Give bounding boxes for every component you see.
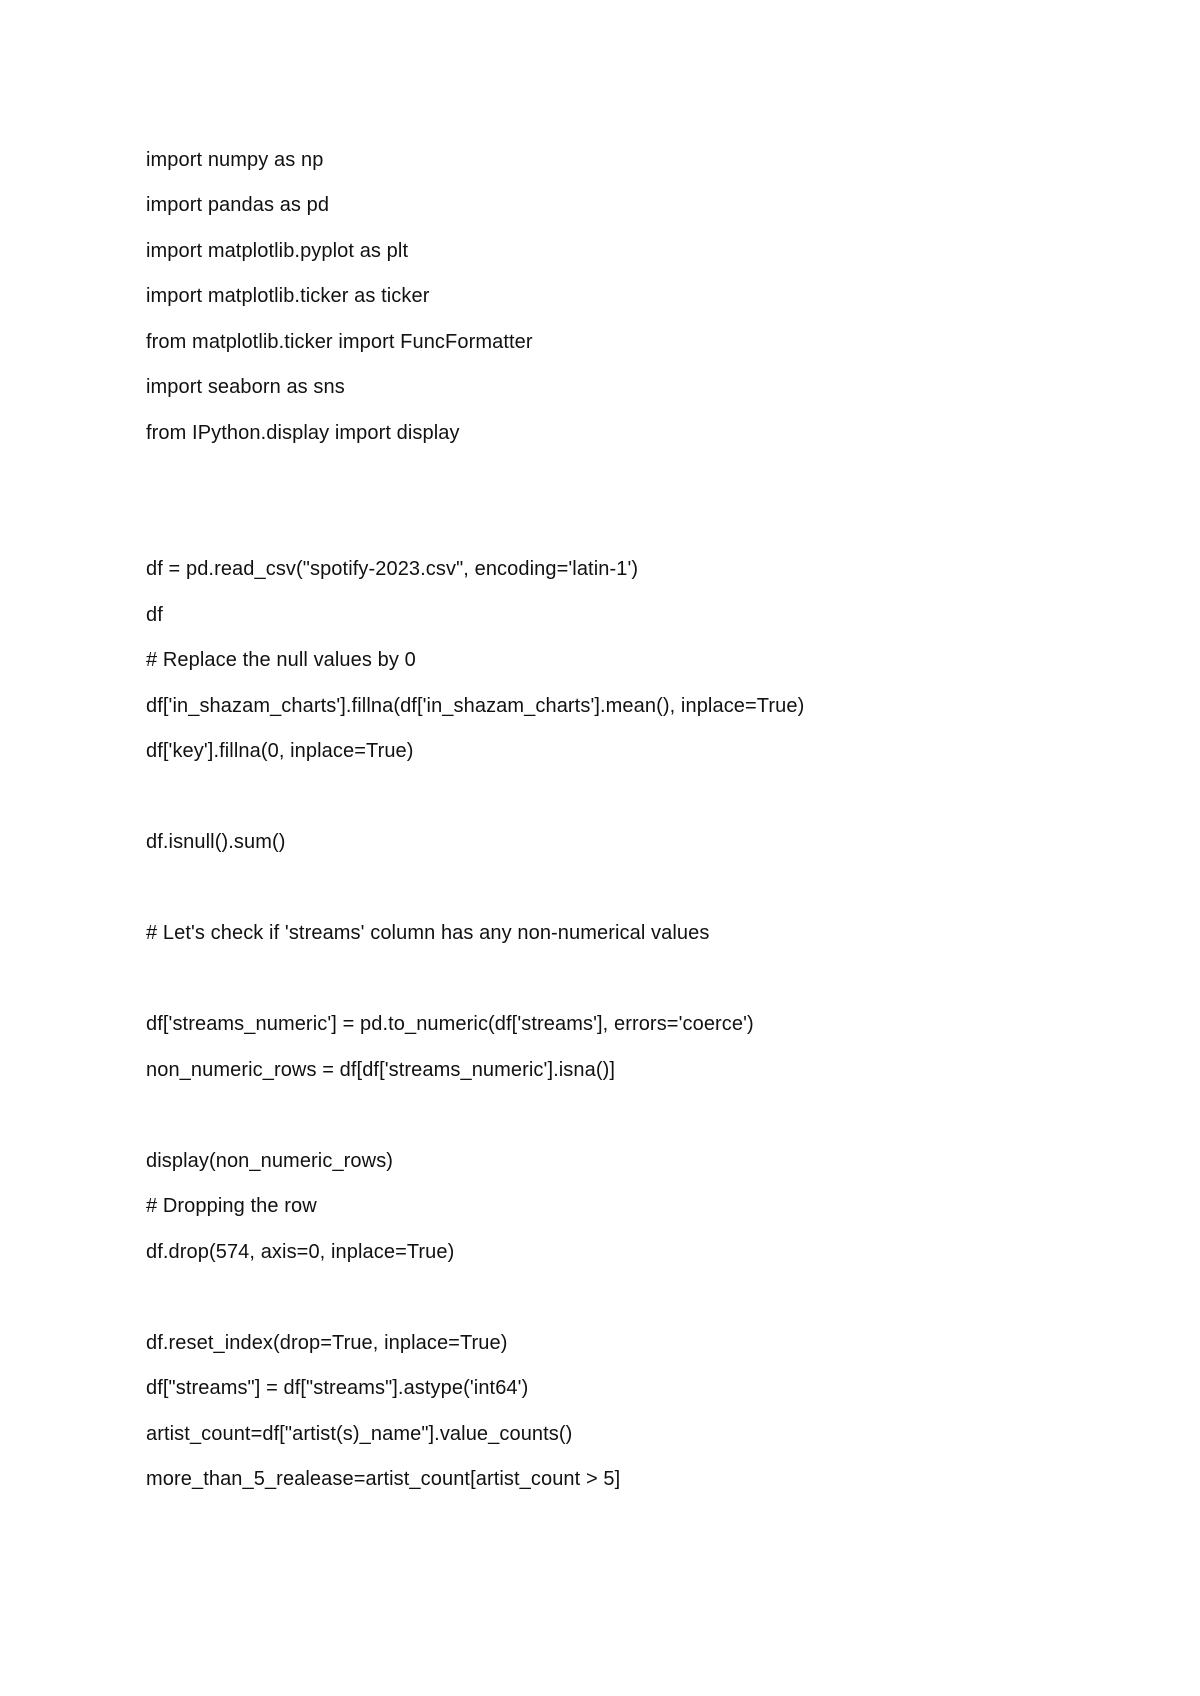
code-line: df["streams"] = df["streams"].astype('int64') — [146, 1377, 529, 1399]
code-line: df — [146, 604, 163, 626]
code-line: from matplotlib.ticker import FuncFormatter — [146, 331, 533, 353]
code-line: import matplotlib.ticker as ticker — [146, 285, 430, 307]
code-line: import seaborn as sns — [146, 376, 345, 398]
code-line: df['streams_numeric'] = pd.to_numeric(df['streams'], errors='coerce') — [146, 1013, 754, 1035]
code-line: artist_count=df["artist(s)_name"].value_counts() — [146, 1423, 573, 1445]
code-line: df = pd.read_csv("spotify-2023.csv", encoding='latin-1') — [146, 558, 639, 580]
code-line: df['key'].fillna(0, inplace=True) — [146, 740, 414, 762]
code-line: df.drop(574, axis=0, inplace=True) — [146, 1241, 455, 1263]
code-line: import pandas as pd — [146, 194, 330, 216]
code-line: df.isnull().sum() — [146, 831, 286, 853]
code-line: import numpy as np — [146, 149, 324, 171]
code-line: df['in_shazam_charts'].fillna(df['in_shazam_charts'].mean(), inplace=True) — [146, 695, 805, 717]
code-line: import matplotlib.pyplot as plt — [146, 240, 409, 262]
code-comment: # Replace the null values by 0 — [146, 649, 416, 671]
code-line: display(non_numeric_rows) — [146, 1150, 394, 1172]
code-comment: # Dropping the row — [146, 1195, 317, 1217]
code-line: from IPython.display import display — [146, 422, 460, 444]
code-line: df.reset_index(drop=True, inplace=True) — [146, 1332, 508, 1354]
code-line: non_numeric_rows = df[df['streams_numeric'].isna()] — [146, 1059, 616, 1081]
code-line: more_than_5_realease=artist_count[artist_count > 5] — [146, 1468, 621, 1490]
code-comment: # Let's check if 'streams' column has any non-numerical values — [146, 922, 710, 944]
